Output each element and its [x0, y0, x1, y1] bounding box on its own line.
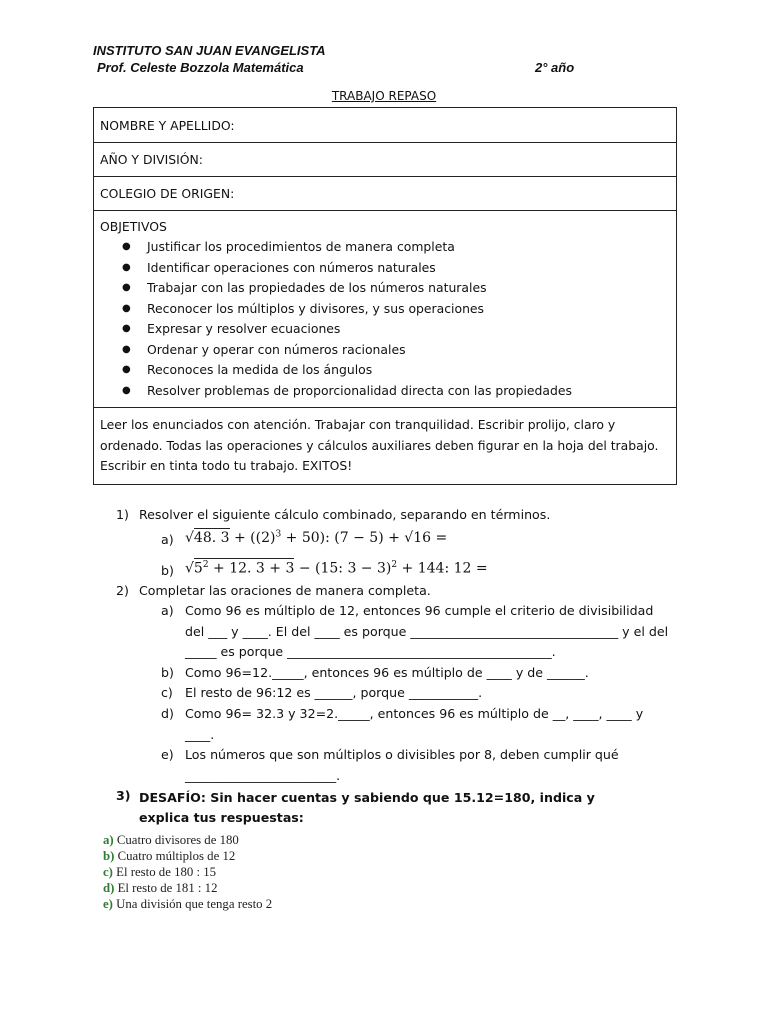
list-item	[103, 848, 272, 864]
list-item: ● Justificar los procedimientos de manera completa	[100, 237, 670, 258]
q1-text: Resolver el siguiente cálculo combinado, separando en términos.	[139, 507, 551, 522]
q1b-radicand	[194, 558, 294, 577]
q3-text: DESAFÍO: Sin hacer cuentas y sabiendo que 15.12=180, indica y explica tus respuestas:	[139, 790, 595, 825]
q2c-label: c)	[161, 685, 173, 700]
q2-text: Completar las oraciones de manera completa.	[139, 583, 431, 598]
q3a-text: Cuatro divisores de 180	[116, 833, 239, 847]
q2d-text: Como 96= 32.3 y 32=2._____, entonces 96 es múltiplo de __, ____, ____ y ____.	[185, 706, 644, 742]
q3d-label: d)	[103, 881, 115, 895]
objectives-row	[94, 211, 676, 408]
q3e-text: Una división que tenga resto 2	[116, 897, 273, 911]
q2a-label: a)	[161, 603, 174, 618]
q3c-text: El resto de 180 : 15	[116, 865, 217, 879]
objectives-list	[100, 237, 670, 401]
list-item	[103, 896, 272, 912]
q1a-part1: + ((2)	[229, 530, 276, 546]
list-item: ● Ordenar y operar con números racionales	[100, 340, 670, 361]
student-form	[93, 107, 677, 485]
list-item: ● Resolver problemas de proporcionalidad directa con las propiedades	[100, 381, 670, 402]
q2b-text: Como 96=12._____, entonces 96 es múltiplo de ____ y de ______.	[185, 665, 589, 680]
q1a-exponent: 3	[275, 529, 282, 540]
q1b-exponent2: 2	[391, 560, 398, 570]
q2e-label: e)	[161, 747, 174, 762]
list-item: ● Reconoces la medida de los ángulos	[100, 360, 670, 381]
q2-number: 2)	[116, 583, 129, 598]
list-item: ● Reconocer los múltiplos y divisores, y sus operaciones	[100, 299, 670, 320]
list-item	[103, 880, 272, 896]
objectives-title: OBJETIVOS	[100, 219, 167, 234]
grade-label: 2° año	[535, 60, 575, 75]
q3b-label: b)	[103, 849, 115, 863]
instructions-row	[94, 408, 676, 484]
name-label: NOMBRE Y APELLIDO:	[100, 117, 235, 133]
q3-number: 3)	[116, 788, 131, 803]
school-name: INSTITUTO SAN JUAN EVANGELISTA	[93, 43, 326, 58]
q2a-text: Como 96 es múltiplo de 12, entonces 96 cumple el criterio de divisibilidad del ___ y ____. El del ____ es porque _________________________________ y el del _____ es porque __________________________________________.	[185, 603, 669, 659]
q1a-radicand: 48. 3	[193, 530, 230, 546]
year-label: AÑO Y DIVISIÓN:	[100, 152, 203, 167]
list-item	[103, 832, 272, 848]
q1b-base: 5	[193, 560, 203, 577]
instructions-text: Leer los enunciados con atención. Trabajar con tranquilidad. Escribir prolijo, claro y ordenado. Todas las operaciones y cálculos auxiliares deben figurar en la hoja del trabajo. Escribir en tinta todo tu trabajo. EXITOS!	[100, 417, 659, 473]
q1a-label: a)	[161, 532, 174, 547]
year-row[interactable]	[94, 143, 676, 177]
q1b-expression: $√5^2 + 12$. 3 + 3 − (15: 3 − 3)$^2$ + 144: 12 =	[185, 560, 488, 577]
q3-challenge-list	[103, 832, 272, 912]
teacher-name: Prof. Celeste Bozzola Matemática	[97, 60, 304, 75]
name-row[interactable]	[94, 108, 676, 143]
list-item	[103, 864, 272, 880]
q3c-label: c)	[103, 865, 113, 879]
q1b-part2: + 144: 12 =	[397, 560, 488, 577]
q1b-label: b)	[161, 563, 174, 578]
q1b-radicand-rest: + 12. 3 + 3	[208, 560, 295, 577]
q1a-expression: √48. $3 + ((2)^3 + 50)$: (7 − 5) + √16 =	[185, 529, 448, 546]
list-item: ● Trabajar con las propiedades de los números naturales	[100, 278, 670, 299]
page-title: TRABAJO REPASO	[331, 89, 437, 103]
school-row[interactable]	[94, 177, 676, 211]
q2e-text: Los números que son múltiplos o divisibles por 8, deben cumplir qué ________________________.	[185, 747, 619, 783]
q2d-label: d)	[161, 706, 174, 721]
q3d-text: El resto de 181 : 12	[117, 881, 218, 895]
q3e-label: e)	[103, 897, 113, 911]
q1-number: 1)	[116, 507, 129, 522]
q1b-exponent1: 2	[202, 560, 209, 570]
q1b-part1: − (15: 3 − 3)	[294, 560, 392, 577]
q2b-label: b)	[161, 665, 174, 680]
q2c-text: El resto de 96:12 es ______, porque ___________.	[185, 685, 483, 700]
list-item: ● Identificar operaciones con números naturales	[100, 258, 670, 279]
q1a-part2: + 50): (7 − 5) + √16 =	[281, 530, 448, 546]
q3b-text: Cuatro múltiplos de 12	[117, 849, 236, 863]
list-item: ● Expresar y resolver ecuaciones	[100, 319, 670, 340]
q3a-label: a)	[103, 833, 114, 847]
school-label: COLEGIO DE ORIGEN:	[100, 186, 235, 201]
